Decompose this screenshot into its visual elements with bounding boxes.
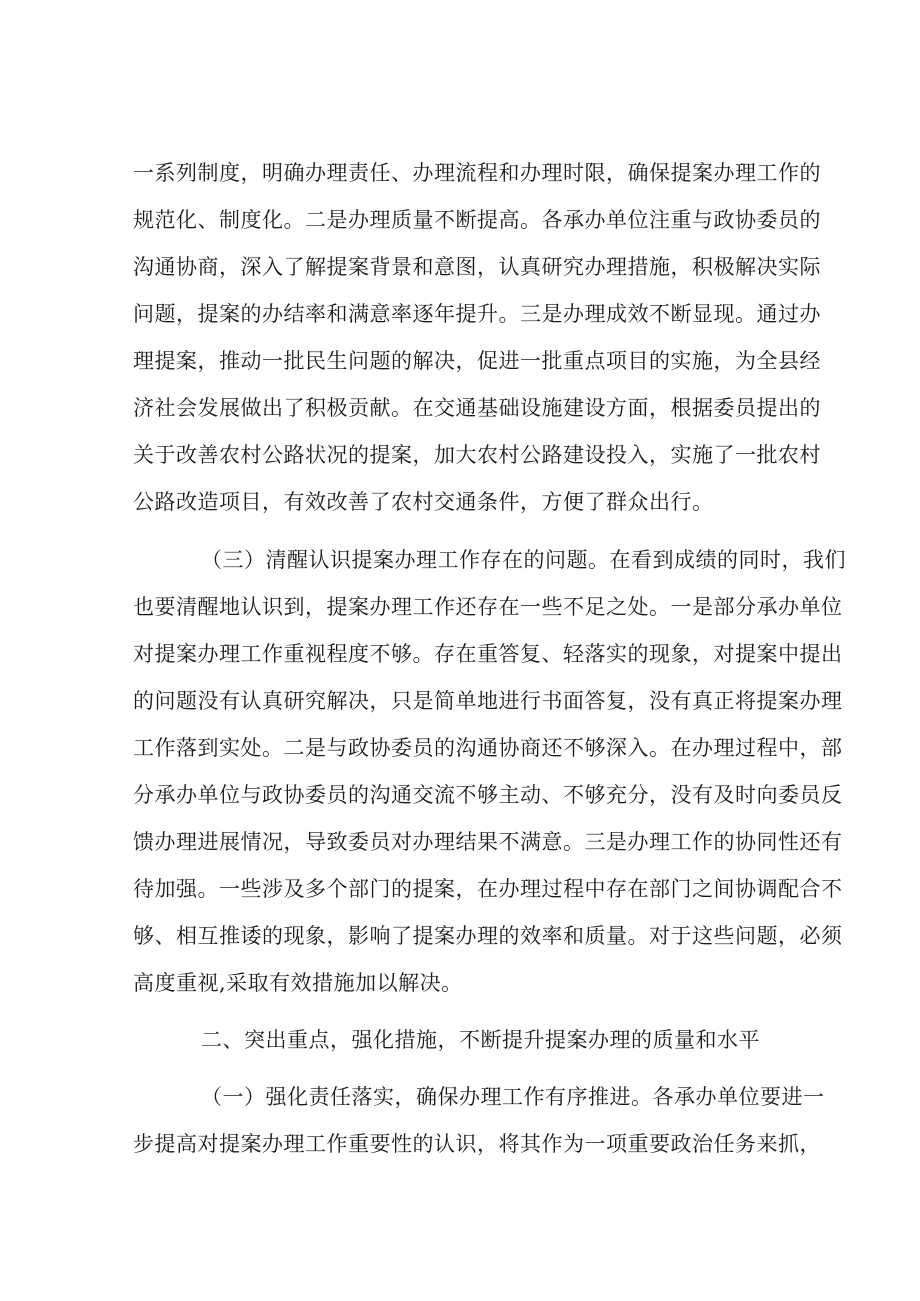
paragraph-1-line: 问题，提案的办结率和满意率逐年提升。三是办理成效不断显现。通过办 — [133, 302, 821, 326]
paragraph-1-line: 规范化、制度化。二是办理质量不断提高。各承办单位注重与政协委员的 — [133, 208, 821, 232]
paragraph-1-line: 公路改造项目，有效改善了农村交通条件，方便了群众出行。 — [133, 490, 714, 514]
paragraph-1-line: 理提案，推动一批民生问题的解决，促进一批重点项目的实施，为全县经 — [133, 349, 821, 373]
paragraph-2-line: 高度重视,采取有效措施加以解决。 — [133, 971, 463, 995]
paragraph-2-line: 的问题没有认真研究解决，只是简单地进行书面答复，没有真正将提案办理 — [133, 689, 843, 713]
paragraph-1-line: 沟通协商，深入了解提案背景和意图，认真研究办理措施，积极解决实际 — [133, 255, 821, 279]
paragraph-3-line: （一）强化责任落实，确保办理工作有序推进。各承办单位要进一 — [201, 1085, 825, 1109]
paragraph-2-line: 馈办理进展情况，导致委员对办理结果不满意。三是办理工作的协同性还有 — [133, 830, 843, 854]
paragraph-2-line: 工作落到实处。二是与政协委员的沟通协商还不够深入。在办理过程中，部 — [133, 736, 843, 760]
paragraph-2-line: 也要清醒地认识到，提案办理工作还存在一些不足之处。一是部分承办单位 — [133, 595, 843, 619]
section-heading: 二、突出重点，强化措施，不断提升提案办理的质量和水平 — [201, 1028, 760, 1052]
paragraph-1-line: 济社会发展做出了积极贡献。在交通基础设施建设方面，根据委员提出的 — [133, 396, 821, 420]
paragraph-1-line: 关于改善农村公路状况的提案，加大农村公路建设投入，实施了一批农村 — [133, 443, 821, 467]
paragraph-3-line: 步提高对提案办理工作重要性的认识，将其作为一项重要政治任务来抓， — [133, 1132, 821, 1156]
paragraph-1-line: 一系列制度，明确办理责任、办理流程和办理时限，确保提案办理工作的 — [133, 161, 821, 185]
paragraph-2-line: 对提案办理工作重视程度不够。存在重答复、轻落实的现象，对提案中提出 — [133, 642, 843, 666]
paragraph-2-line: 待加强。一些涉及多个部门的提案，在办理过程中存在部门之间协调配合不 — [133, 877, 843, 901]
paragraph-2-line: （三）清醒认识提案办理工作存在的问题。在看到成绩的同时，我们 — [201, 548, 846, 572]
paragraph-2-line: 分承办单位与政协委员的沟通交流不够主动、不够充分，没有及时向委员反 — [133, 783, 843, 807]
paragraph-2-line: 够、相互推诿的现象，影响了提案办理的效率和质量。对于这些问题，必须 — [133, 924, 843, 948]
